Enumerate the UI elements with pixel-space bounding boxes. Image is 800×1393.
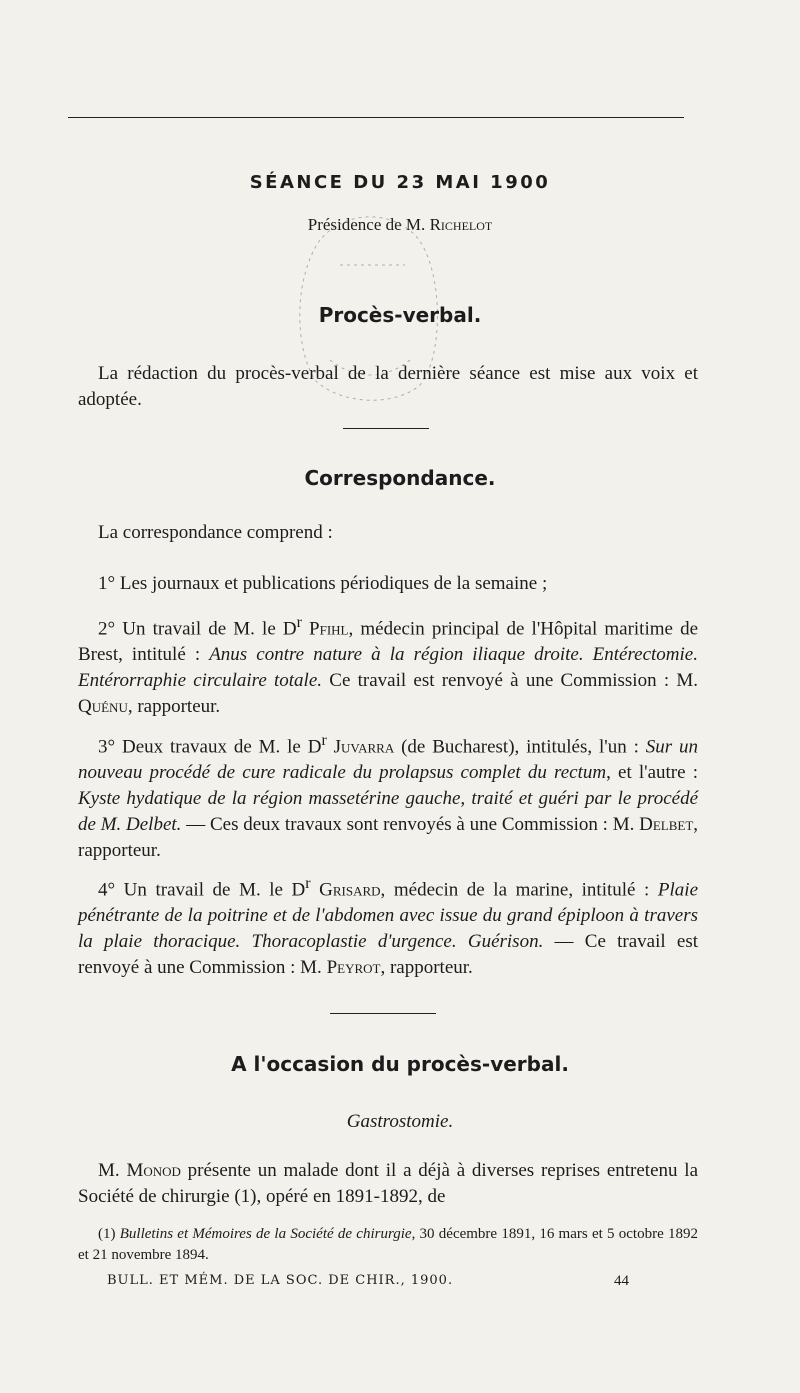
section-divider-2	[330, 1013, 436, 1014]
item-3-author: Juvarra	[333, 736, 395, 758]
item-3-text-2: (de Bucharest), intitulés, l'un :	[394, 736, 646, 758]
item-2-title: Anus contre nature à la région iliaque droite. Entérectomie. Entérorraphie circulaire totale.	[78, 644, 698, 692]
occasion-heading: A l'occasion du procès-verbal.	[231, 1052, 569, 1076]
president-name: Richelot	[429, 215, 493, 234]
item-2-sup: r	[296, 614, 302, 631]
gastrostomie-subheading: Gastrostomie.	[346, 1111, 454, 1132]
footnote-title: Bulletins et Mémoires de la Société de chirurgie	[119, 1226, 412, 1242]
item-3-text-4: — Ces deux travaux sont renvoyés à une Commission : M.	[181, 814, 640, 836]
correspondance-item-1: 1° Les journaux et publications périodiques de la semaine ;	[98, 573, 548, 594]
correspondance-item-3	[78, 728, 698, 864]
occasion-text-2: présente un malade dont il a déjà à diverses reprises entretenu la Société de chirurgie (1), opéré en 1891-1892, de	[78, 1160, 698, 1207]
correspondance-item-2	[78, 610, 698, 720]
item-2-text-3: Ce travail est renvoyé à une Commission : M.	[322, 670, 698, 692]
proces-verbal-heading: Procès-verbal.	[318, 303, 482, 327]
footnote-text: , 30 décembre 1891, 16 mars et 5 octobre 1892 et 21 novembre 1894.	[78, 1226, 698, 1263]
item-4-rapporteur: Peyrot	[326, 957, 381, 979]
item-3-text-1: 3° Deux travaux de M. le D	[98, 736, 322, 758]
item-2-author: Pfihl	[309, 618, 349, 640]
item-4-text-4: , rapporteur.	[380, 957, 473, 979]
item-3-title-1: Sur un nouveau procédé de cure radicale du prolapsus complet du rectum	[78, 736, 698, 784]
presidence-prefix: Présidence de M.	[307, 215, 430, 234]
item-4-text-1: 4° Un travail de M. le D	[98, 879, 306, 901]
item-3-text-5: , rapporteur.	[78, 814, 699, 862]
header-rule	[68, 117, 684, 118]
journal-footer: BULL. ET MÉM. DE LA SOC. DE CHIR., 1900.	[107, 1273, 454, 1288]
item-3-sup: r	[321, 732, 327, 749]
correspondance-item-4	[78, 871, 698, 981]
occasion-text-1: M.	[98, 1160, 127, 1181]
correspondance-heading: Correspondance.	[304, 466, 496, 490]
item-3-rapporteur: Delbet	[639, 814, 694, 836]
signature-number: 44	[614, 1273, 629, 1289]
item-2-text-2: , médecin principal de l'Hôpital maritime de Brest, intitulé :	[78, 618, 699, 666]
item-3-title-2: Kyste hydatique de la région massetérine gauche, traité et guéri par le procédé de M. Delbet.	[78, 788, 698, 836]
occasion-paragraph	[78, 1158, 698, 1210]
item-2-text-4: , rapporteur.	[127, 696, 221, 718]
occasion-author: Monod	[126, 1160, 181, 1181]
item-4-sup: r	[305, 875, 311, 892]
item-3-text-3: , et l'autre :	[606, 762, 698, 784]
item-4-text-3: — Ce travail est renvoyé à une Commission : M.	[78, 931, 698, 979]
item-2-rapporteur: Quénu	[78, 696, 128, 718]
item-4-author: Grisard	[319, 879, 381, 901]
footnote-marker: (1)	[98, 1226, 120, 1242]
section-divider	[343, 428, 429, 429]
item-2-text-1: 2° Un travail de M. le D	[98, 618, 297, 640]
proces-verbal-text: La rédaction du procès-verbal de la dernière séance est mise aux voix et adoptée.	[78, 363, 698, 410]
correspondance-intro: La correspondance comprend :	[98, 522, 333, 543]
seance-title: SÉANCE DU 23 MAI 1900	[249, 172, 551, 193]
item-4-title: Plaie pénétrante de la poitrine et de l'abdomen avec issue du grand épiploon à travers la plaie thoracique. Thoracoplastie d'urgence. Guérison.	[78, 879, 699, 953]
item-4-text-2: , médecin de la marine, intitulé :	[380, 879, 658, 901]
footnote	[78, 1224, 698, 1266]
